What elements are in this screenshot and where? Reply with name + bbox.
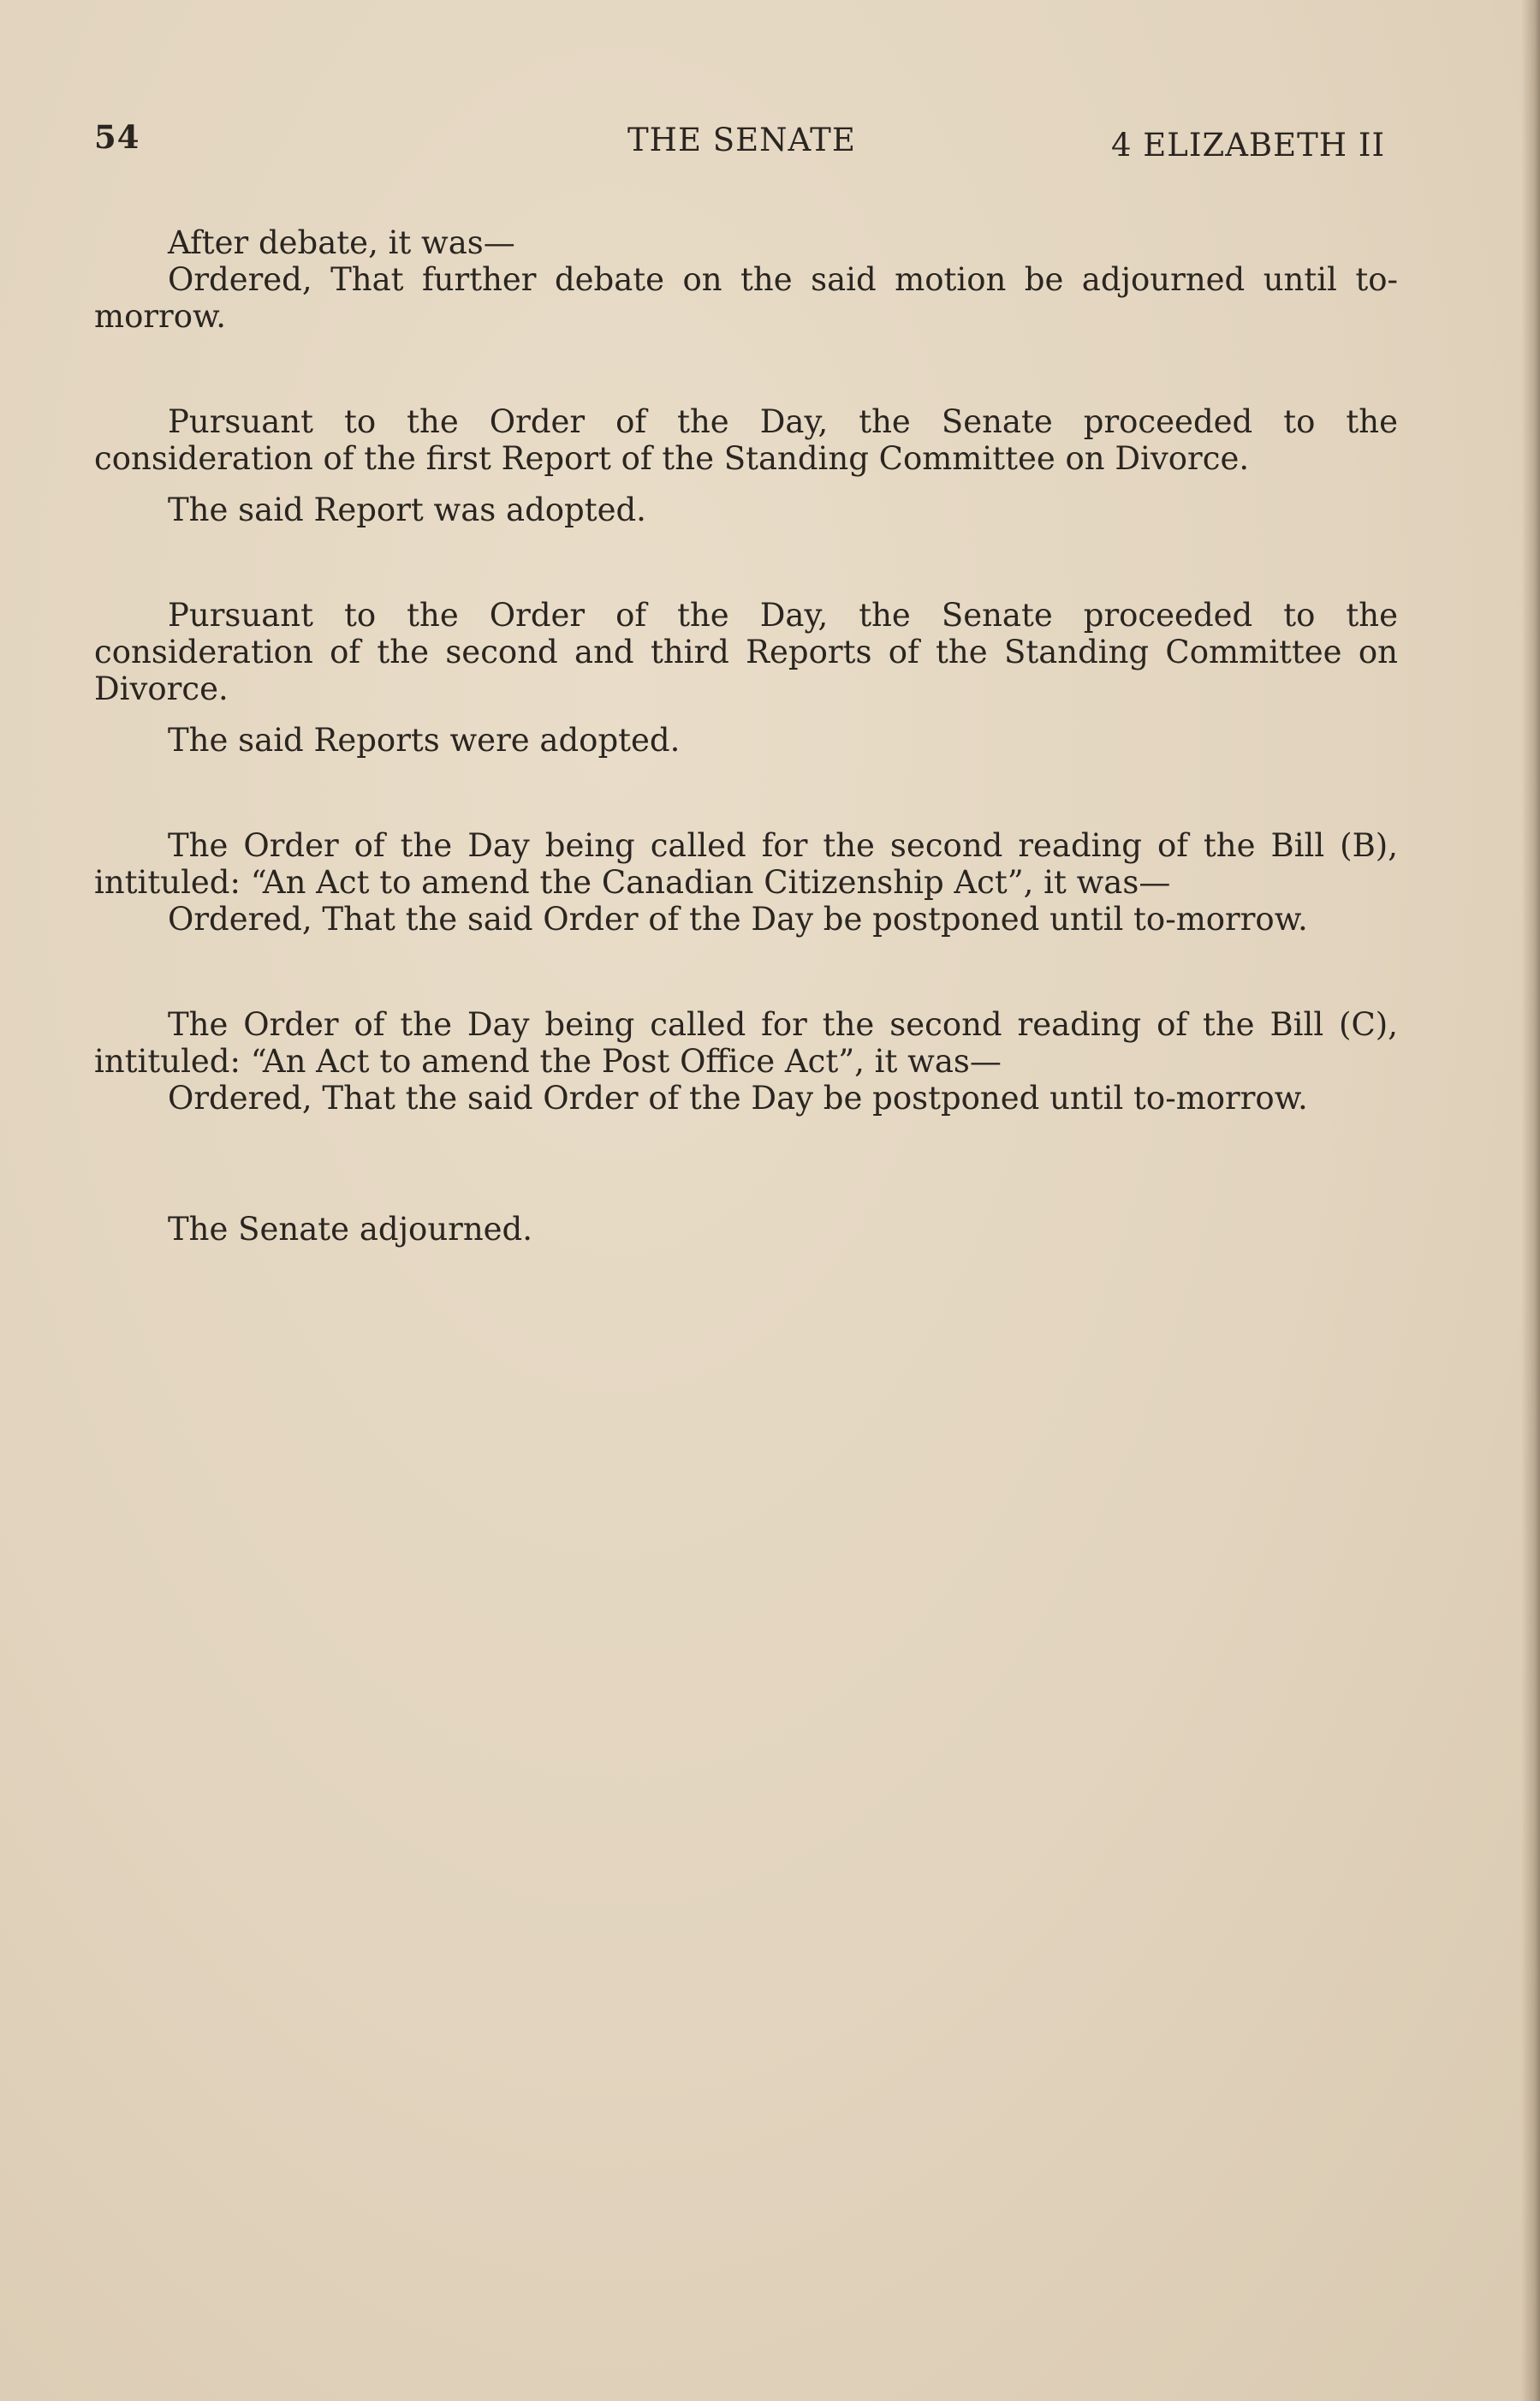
- paragraph-bill-c: The Order of the Day being called for the second reading of the Bill (C), intituled: “An Act to amend the Post Office Act”, it was—: [94, 1006, 1398, 1080]
- regnal-year: 4 ELIZABETH II: [1111, 127, 1386, 164]
- paragraph-order-adjourned: Ordered, That further debate on the said motion be adjourned until to-morrow.: [94, 261, 1398, 335]
- paragraph-bill-c-postponed: Ordered, That the said Order of the Day be postponed until to-morrow.: [168, 1080, 1308, 1117]
- journal-text: [94, 224, 1398, 1248]
- paragraph-second-third-reports: Pursuant to the Order of the Day, the Senate proceeded to the consideration of the second and third Reports of the Standing Committee on Divorce.: [94, 597, 1398, 707]
- running-title: THE SENATE: [627, 122, 856, 158]
- paragraph-report-adopted: The said Report was adopted.: [168, 492, 646, 528]
- paragraph-bill-b-postponed: Ordered, That the said Order of the Day be postponed until to-morrow.: [168, 901, 1308, 938]
- paragraph-after-debate: After debate, it was—: [168, 224, 515, 261]
- paragraph-first-report: Pursuant to the Order of the Day, the Senate proceeded to the consideration of the first Report of the Standing Committee on Divorce.: [94, 403, 1398, 477]
- page-number: 54: [94, 118, 140, 156]
- page-edge-shadow: [1521, 0, 1540, 2401]
- page-header: [0, 118, 1540, 164]
- paragraph-senate-adjourned: The Senate adjourned.: [168, 1211, 533, 1248]
- paragraph-bill-b: The Order of the Day being called for the second reading of the Bill (B), intituled: “An Act to amend the Canadian Citizenship Act”, it was—: [94, 827, 1398, 901]
- paragraph-reports-adopted: The said Reports were adopted.: [168, 722, 681, 759]
